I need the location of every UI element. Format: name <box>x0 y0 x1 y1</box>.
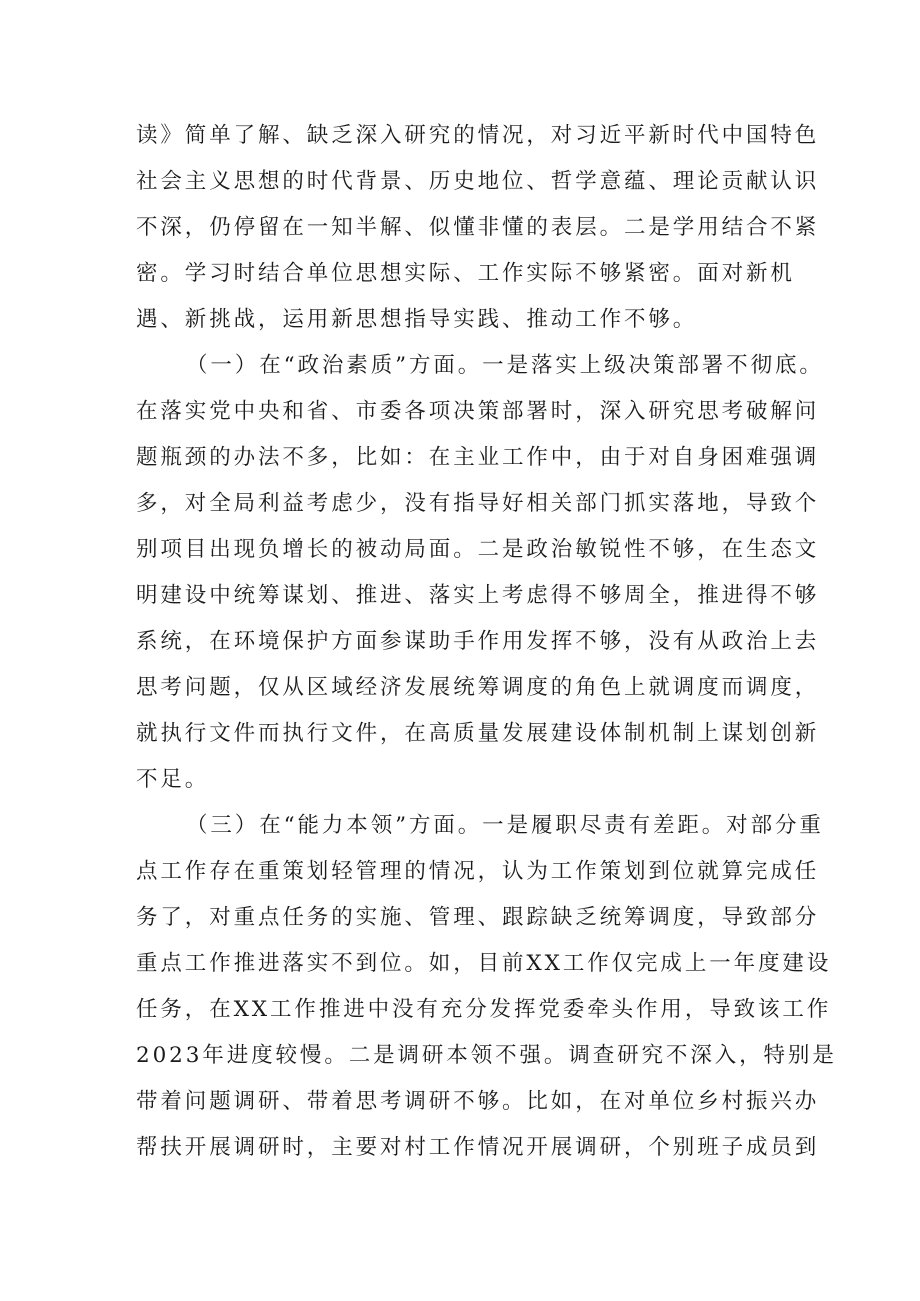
text-line: 带着问题调研、带着思考调研不够。比如，在对单位乡村振兴办 <box>136 1089 820 1114</box>
text-line: 任务，在XX工作推进中没有充分发挥党委牵头作用，导致该工作 <box>136 997 832 1022</box>
text-line: 遇、新挑战，运用新思想指导实践、推动工作不够。 <box>136 307 698 332</box>
text-line: 思考问题，仅从区域经济发展统筹调度的角色上就调度而调度， <box>136 675 820 700</box>
text-line: 读》简单了解、缺乏深入研究的情况，对习近平新时代中国特色 <box>136 123 820 148</box>
text-line: 务了，对重点任务的实施、管理、跟踪缺乏统筹调度，导致部分 <box>136 905 820 930</box>
text-line: 2023年进度较慢。二是调研本领不强。调查研究不深入，特别是 <box>136 1043 837 1068</box>
text-line: 社会主义思想的时代背景、历史地位、哲学意蕴、理论贡献认识 <box>136 169 820 194</box>
text-line: 多，对全局利益考虑少，没有指导好相关部门抓实落地，导致个 <box>136 491 820 516</box>
text-line: 不深，仍停留在一知半解、似懂非懂的表层。二是学用结合不紧 <box>136 215 820 240</box>
text-line: 系统，在环境保护方面参谋助手作用发挥不够，没有从政治上去 <box>136 629 820 654</box>
text-line: 明建设中统筹谋划、推进、落实上考虑得不够周全，推进得不够 <box>136 583 820 608</box>
text-line: 题瓶颈的办法不多，比如：在主业工作中，由于对自身困难强调 <box>136 445 820 470</box>
text-line: 密。学习时结合单位思想实际、工作实际不够紧密。面对新机 <box>136 261 795 286</box>
text-line: 在落实党中央和省、市委各项决策部署时，深入研究思考破解问 <box>136 399 820 424</box>
text-line: 点工作存在重策划轻管理的情况，认为工作策划到位就算完成任 <box>136 859 820 884</box>
paragraph-heading-political-quality: （一）在“政治素质”方面。一是落实上级决策部署不彻底。 <box>186 353 824 378</box>
text-line: 就执行文件而执行文件，在高质量发展建设体制机制上谋划创新 <box>136 721 820 746</box>
paragraph-heading-ability: （三）在“能力本领”方面。一是履职尽责有差距。对部分重 <box>186 813 824 838</box>
text-line: 别项目出现负增长的被动局面。二是政治敏锐性不够，在生态文 <box>136 537 820 562</box>
text-line: 不足。 <box>136 767 210 792</box>
text-line: 帮扶开展调研时，主要对村工作情况开展调研，个别班子成员到 <box>136 1135 820 1160</box>
text-line: 重点工作推进落实不到位。如，目前XX工作仅完成上一年度建设 <box>136 951 832 976</box>
